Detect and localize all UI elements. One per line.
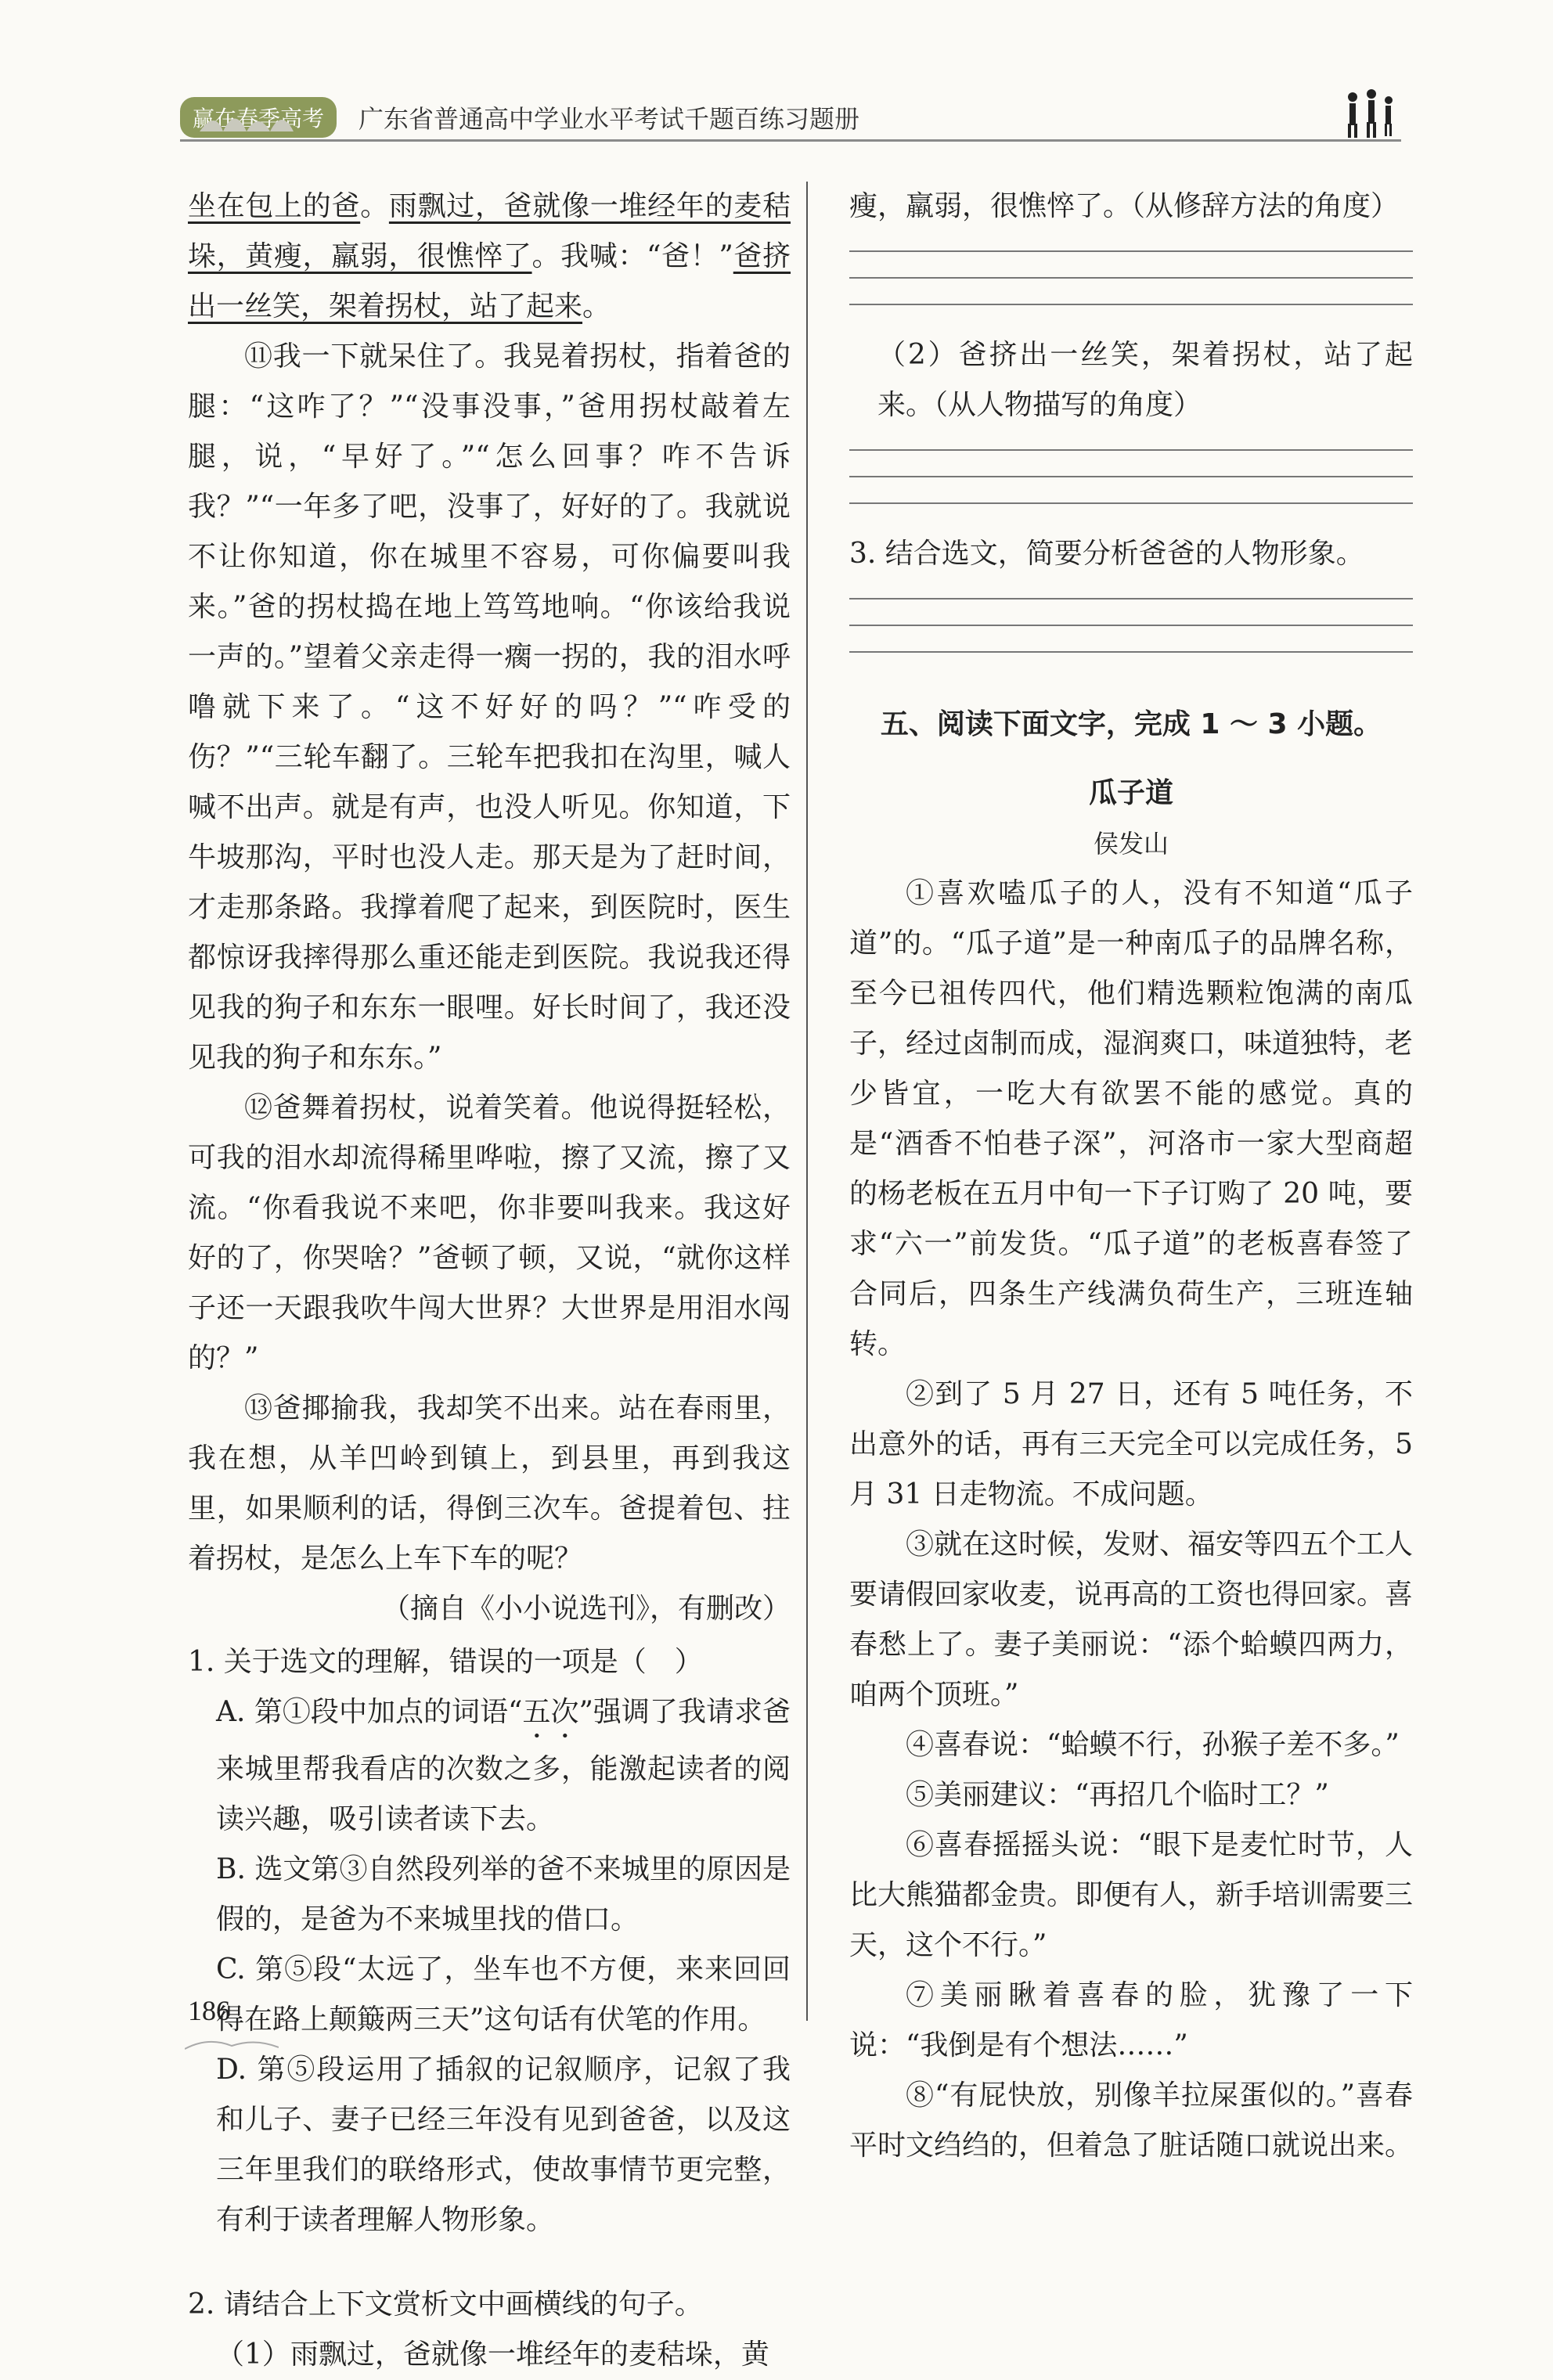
paragraph-12: ⑫爸舞着拐杖，说着笑着。他说得挺轻松，可我的泪水却流得稀里哗啦，擦了又流，擦了又流。“你看我说不来吧，你非要叫我来。我这好好的了，你哭啥？”爸顿了顿，又说，“就你这样子还一天跟我吹牛闯大世界？大世界是用泪水闯的？” xyxy=(188,1092,791,1374)
section-heading: 五、阅读下面文字，完成 1 ～ 3 小题。 xyxy=(880,708,1382,740)
option-b: B. 选文第③自然段列举的爸不来城里的原因是假的，是爸为不来城里找的借口。 xyxy=(216,1853,791,1935)
article-paragraph-6: ⑥喜春摇摇头说：“眼下是麦忙时节，人比大熊猫都金贵。即便有人，新手培训需要三天，这个不行。” xyxy=(849,1829,1414,1961)
right-column xyxy=(849,182,1413,2171)
series-badge: 赢在春季高考 xyxy=(180,97,337,138)
page-number: 186 xyxy=(188,1995,230,2026)
article-paragraph-4: ④喜春说：“蛤蟆不行，孙猴子差不多。” xyxy=(906,1729,1400,1761)
article-paragraph-5: ⑤美丽建议：“再招几个临时工？” xyxy=(906,1779,1329,1811)
answer-line[interactable] xyxy=(849,651,1413,653)
paragraph-10-end: 坐在包上的爸。雨飘过，爸就像一堆经年的麦秸垛，黄瘦，羸弱，很憔悴了。我喊：“爸！”爸挤出一丝笑，架着拐杖，站了起来。 xyxy=(188,190,791,322)
question-2: 2. 请结合上下文赏析文中画横线的句子。 xyxy=(188,2288,703,2321)
article-paragraph-2: ②到了 5 月 27 日，还有 5 吨任务，不出意外的话，再有三天完全可以完成任务，5 月 31 日走物流。不成问题。 xyxy=(849,1378,1413,1510)
page-number-decoration-icon xyxy=(185,2035,279,2051)
answer-line[interactable] xyxy=(849,449,1413,451)
question-2-part-2: （2）爸挤出一丝笑，架着拐杖，站了起来。（从人物描写的角度） xyxy=(877,339,1413,421)
article-paragraph-7: ⑦美丽瞅着喜春的脸，犹豫了一下说：“我倒是有个想法……” xyxy=(849,1979,1413,2061)
answer-line[interactable] xyxy=(849,250,1413,252)
paragraph-13: ⑬爸揶揄我，我却笑不出来。站在春雨里，我在想，从羊凹岭到镇上，到县里，再到我这里，如果顺利的话，得倒三次车。爸提着包、拄着拐杖，是怎么上车下车的呢？ xyxy=(188,1392,791,1575)
answer-line[interactable] xyxy=(849,598,1413,600)
paragraph-11: ⑪我一下就呆住了。我晃着拐杖，指着爸的腿：“这咋了？”“没事没事，”爸用拐杖敲着左腿，说，“早好了。”“怎么回事？咋不告诉我？”“一年多了吧，没事了，好好的了。我就说不让你知道，你在城里不容易，可你偏要叫我来。”爸的拐杖捣在地上笃笃地响。“你该给我说一声的。”望着父亲走得一瘸一拐的，我的泪水呼噜就下来了。“这不好好的吗？”“咋受的伤？”“三轮车翻了。三轮车把我扣在沟里，喊人喊不出声。就是有声，也没人听见。你知道，下牛坡那沟，平时也没人走。那天是为了赶时间，才走那条路。我撑着爬了起来，到医院时，医生都惊讶我摔得那么重还能走到医院。我说我还得见我的狗子和东东一眼哩。好长时间了，我还没见我的狗子和东东。” xyxy=(188,340,791,1074)
question-1: 1. 关于选文的理解，错误的一项是（ ） xyxy=(188,1646,703,1678)
article-paragraph-3: ③就在这时候，发财、福安等四五个工人要请假回家收麦，说再高的工资也得回家。喜春愁上了。妻子美丽说：“添个蛤蟆四两力，咱两个顶班。” xyxy=(849,1528,1414,1711)
answer-line[interactable] xyxy=(849,476,1413,477)
runners-icon xyxy=(1339,89,1401,139)
question-2-part-1-cont: 瘦，羸弱，很憔悴了。（从修辞方法的角度） xyxy=(849,190,1400,222)
page-header xyxy=(180,95,1401,142)
book-title: 广东省普通高中学业水平考试千题百练习题册 xyxy=(359,104,860,134)
article-author: 侯发山 xyxy=(1093,829,1169,859)
answer-line[interactable] xyxy=(849,625,1413,626)
option-a: A. 第①段中加点的词语“五次”强调了我请求爸来城里帮我看店的次数之多，能激起读者的阅读兴趣，吸引读者读下去。 xyxy=(216,1696,791,1835)
option-d: D. 第⑤段运用了插叙的记叙顺序，记叙了我和儿子、妻子已经三年没有见到爸爸，以及这三年里我们的联络形式，使故事情节更完整，有利于读者理解人物形象。 xyxy=(216,2054,791,2236)
answer-line[interactable] xyxy=(849,277,1413,279)
question-3: 3. 结合选文，简要分析爸爸的人物形象。 xyxy=(849,538,1364,570)
dotted-word: 五次 xyxy=(522,1696,579,1728)
grass-decoration-icon xyxy=(200,102,294,133)
article-title: 瓜子道 xyxy=(1088,777,1173,809)
column-divider xyxy=(806,182,808,2021)
option-c: C. 第⑤段“太远了，坐车也不方便，来来回回得在路上颠簸两三天”这句话有伏笔的作用。 xyxy=(216,1953,791,2036)
article-paragraph-8: ⑧“有屁快放，别像羊拉屎蛋似的。”喜春平时文绉绉的，但着急了脏话随口就说出来。 xyxy=(849,2079,1414,2162)
answer-line[interactable] xyxy=(849,304,1413,305)
answer-line[interactable] xyxy=(849,502,1413,504)
question-2-part-1: （1）雨飘过，爸就像一堆经年的麦秸垛，黄 xyxy=(216,2339,769,2371)
article-paragraph-1: ①喜欢嗑瓜子的人，没有不知道“瓜子道”的。“瓜子道”是一种南瓜子的品牌名称，至今已祖传四代，他们精选颗粒饱满的南瓜子，经过卤制而成，湿润爽口，味道独特，老少皆宜，一吃大有欲罢不能的感觉。真的是“酒香不怕巷子深”，河洛市一家大型商超的杨老板在五月中旬一下子订购了 20 吨，要求“六一”前发货。“瓜子道”的老板喜春签了合同后，四条生产线满负荷生产，三班连轴转。 xyxy=(849,877,1414,1360)
source-note: （摘自《小小说选刊》，有删改） xyxy=(381,1593,791,1625)
